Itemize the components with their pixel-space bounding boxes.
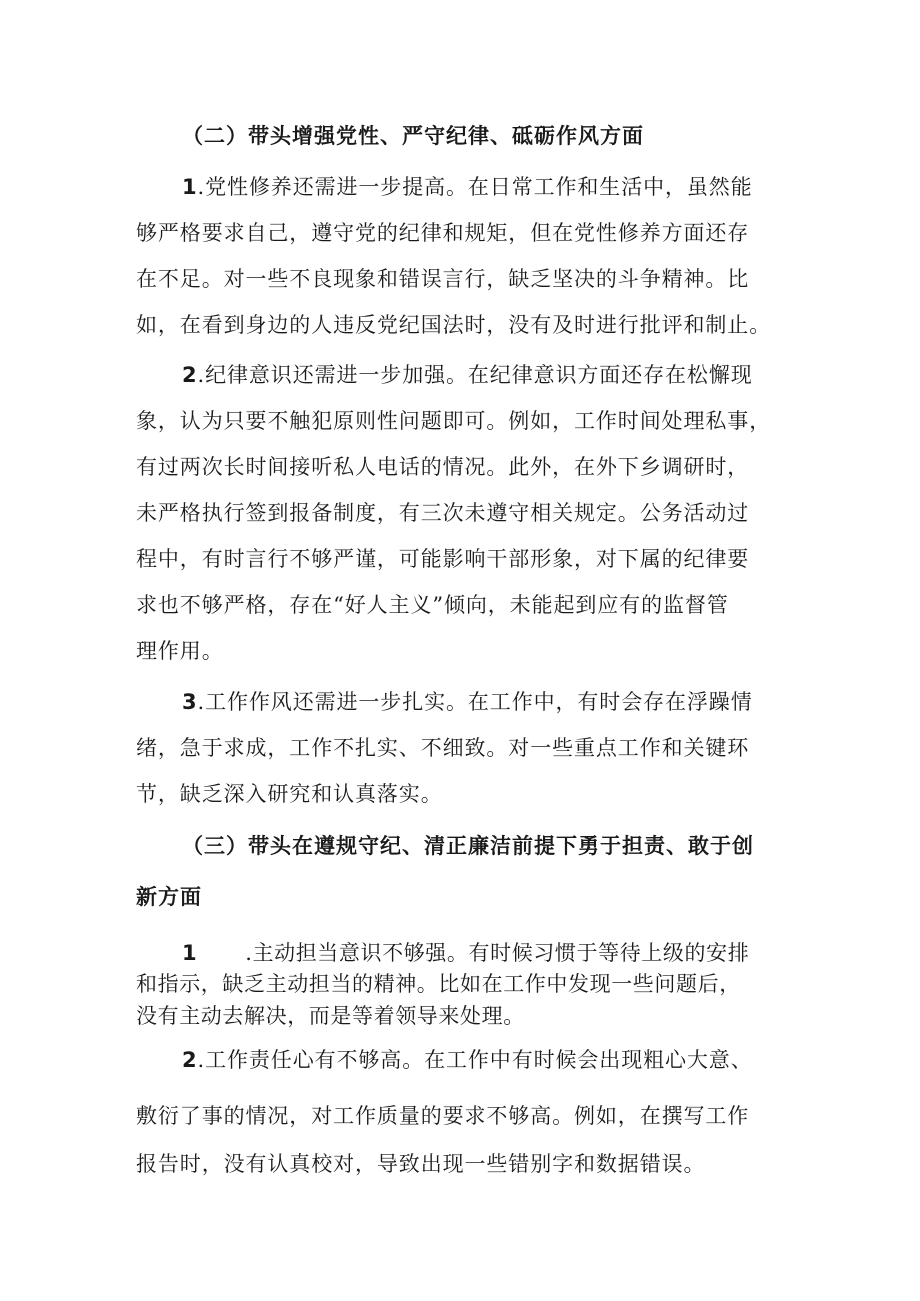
paragraph-line: 敷衍了事的情况，对工作质量的要求不够高。例如，在撰写工作 (136, 1104, 750, 1128)
item-number: 2 (182, 1048, 198, 1072)
line-text: .工作作风还需进一步扎实。在工作中，有时会存在浮躁情 (197, 690, 753, 714)
line-text: .纪律意识还需进一步加强。在纪律意识方面还存在松懈现 (197, 363, 753, 387)
paragraph-line: 理作用。 (136, 639, 224, 663)
paragraph-line: 程中，有时言行不够严谨，可能影响干部形象，对下属的纪律要 (136, 547, 750, 571)
paragraph-line: 绪，急于求成，工作不扎实、不细致。对一些重点工作和关键环 (136, 736, 750, 760)
paragraph-line: 有过两次长时间接听私人电话的情况。此外，在外下乡调研时， (136, 455, 750, 479)
paragraph-line: 没有主动去解决，而是等着领导来处理。 (136, 1004, 525, 1028)
paragraph-line: 如，在看到身边的人违反党纪国法时，没有及时进行批评和制止。 (136, 313, 772, 337)
paragraph-line: 在不足。对一些不良现象和错误言行，缺乏坚决的斗争精神。比 (136, 267, 750, 291)
paragraph-line (182, 171, 753, 201)
paragraph-line: 够严格要求自己，遵守党的纪律和规矩，但在党性修养方面还存 (136, 221, 750, 245)
item-number: 3 (182, 690, 198, 714)
paragraph-line: 象，认为只要不触犯原则性问题即可。例如，工作时间处理私事， (136, 409, 772, 433)
paragraph-line (182, 937, 749, 967)
item-number: 2 (182, 363, 198, 387)
paragraph-line: 和指示，缺乏主动担当的精神。比如在工作中发现一些问题后， (136, 972, 741, 996)
section-heading-3: （三）带头在遵规守纪、清正廉洁前提下勇于担责、敢于创 (182, 833, 754, 858)
section-heading-3-cont: 新方面 (136, 884, 202, 909)
section-heading-2: （二）带头增强党性、严守纪律、砥砺作风方面 (182, 123, 644, 148)
item-number: 1 (182, 175, 198, 199)
paragraph-line: 未严格执行签到报备制度，有三次未遵守相关规定。公务活动过 (136, 501, 750, 525)
paragraph-line: 报告时，没有认真校对，导致出现一些错别字和数据错误。 (136, 1152, 706, 1176)
line-text: .主动担当意识不够强。有时候习惯于等待上级的安排 (245, 941, 750, 965)
line-text: .工作责任心有不够高。在工作中有时候会出现粗心大意、 (197, 1048, 753, 1072)
paragraph-line (182, 686, 753, 716)
line-text: .党性修养还需进一步提高。在日常工作和生活中，虽然能 (197, 175, 753, 199)
paragraph-line (182, 359, 753, 389)
paragraph-line: 求也不够严格，存在“好人主义”倾向，未能起到应有的监督管 (136, 593, 729, 617)
item-number: 1 (182, 941, 198, 965)
paragraph-line (182, 1044, 753, 1074)
paragraph-line: 节，缺乏深入研究和认真落实。 (136, 782, 443, 806)
